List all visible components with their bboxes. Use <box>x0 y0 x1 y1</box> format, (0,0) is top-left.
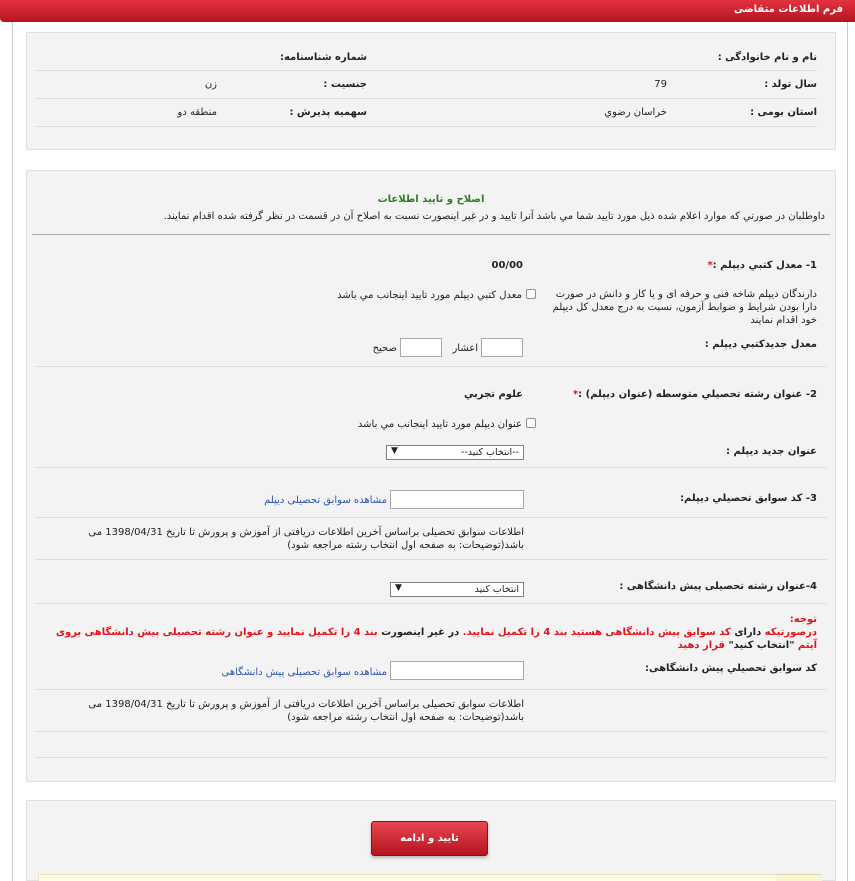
confirm-field-label[interactable]: عنوان ديپلم مورد تاييد اينجانب مي باشد <box>357 419 522 430</box>
province-value: خراسان رضوي <box>604 107 667 118</box>
note-title: توجه: <box>789 614 817 625</box>
actions-panel <box>26 800 836 881</box>
diploma-field-value: علوم تجربي <box>463 389 523 400</box>
preuniversity-field-label: 4-عنوان رشته تحصیلی پیش دانشگاهی : <box>619 581 817 592</box>
confirm-gpa-checkbox[interactable] <box>526 289 536 299</box>
preuniversity-note <box>35 626 817 652</box>
decimal-label: اعشار <box>452 343 478 354</box>
diploma-gpa-note: دارندگان دیپلم شاخه فنی و حرفه ای و یا کار و دانش در صورت دارا بودن شرایط و ضوابط آزمون، نسبت به درج معدل کل دیپلم خود اقدام نمایند <box>552 289 817 326</box>
form-title: اصلاح و تاييد اطلاعات <box>377 194 485 205</box>
info-row-name <box>35 43 817 71</box>
note-part-2: دارای <box>734 627 765 638</box>
diploma-gpa-label-text: 1- معدل كتبي ديپلم : <box>712 260 817 271</box>
divider <box>35 757 827 758</box>
diploma-field-label-text: 2- عنوان رشته تحصيلي متوسطه (عنوان ديپلم) : <box>578 389 817 400</box>
divider <box>35 731 827 732</box>
integer-label: صحيح <box>372 343 397 354</box>
gpa-decimal-input[interactable] <box>481 338 523 357</box>
preuniversity-code-label: كد سوابق تحصيلي پیش دانشگاهی: <box>645 663 817 674</box>
new-diploma-title-select-value: --انتخاب كنيد-- <box>460 447 519 458</box>
bottom-notice-strip-edge <box>776 874 822 881</box>
gpa-integer-input[interactable] <box>400 338 442 357</box>
divider <box>35 517 827 518</box>
new-diploma-title-label: عنوان جديد ديپلم : <box>726 446 817 457</box>
divider <box>35 559 827 560</box>
diploma-gpa-label <box>707 260 817 271</box>
form-description: داوطلبان در صورتي كه موارد اعلام شده ذیل مورد تاييد شما مي باشد آنرا تاييد و در غير اينصورت نسبت به اصلاح آن در قسمت در نظر گرفته شده اقدام نمايند. <box>163 211 825 222</box>
divider <box>35 467 827 468</box>
preuniversity-field-select-value: انتخاب كنيد <box>474 584 519 595</box>
diploma-gpa-value: 00/00 <box>491 260 523 271</box>
divider <box>35 603 827 604</box>
dropdown-arrow-icon: ▼ <box>395 583 402 593</box>
diploma-record-code-label: 3- كد سوابق تحصيلي ديپلم: <box>680 493 817 504</box>
view-diploma-records-link[interactable]: مشاهده سوابق تحصیلی دیپلم <box>264 495 387 506</box>
form-header-title: فرم اطلاعات متقاضی <box>733 4 843 15</box>
note-part-1: درصورتیکه <box>764 627 817 638</box>
quota-value: منطقه دو <box>177 107 217 118</box>
info-row-province <box>35 99 817 127</box>
preuniversity-code-input[interactable] <box>390 661 524 680</box>
id-number-label: شماره شناسنامه: <box>279 52 367 63</box>
divider <box>32 234 830 235</box>
confirm-gpa-label[interactable]: معدل كتبي ديپلم مورد تاييد اينجانب مي باشد <box>337 290 522 301</box>
bottom-notice-strip <box>38 874 778 881</box>
view-preuniversity-records-link[interactable]: مشاهده سوابق تحصیلی پیش دانشگاهی <box>221 667 387 678</box>
note-part-7: قرار دهید <box>677 640 729 651</box>
confirm-continue-button[interactable]: تاييد و ادامه <box>371 821 488 856</box>
preuniversity-field-select[interactable] <box>390 582 524 597</box>
confirm-field-checkbox[interactable] <box>526 418 536 428</box>
dropdown-arrow-icon: ▼ <box>391 446 398 456</box>
note-part-3: کد سوابق پیش دانشگاهی هستید بند 4 را تکمیل نمایید. <box>459 627 735 638</box>
note-part-4: در غیر اینصورت <box>381 627 460 638</box>
diploma-record-code-input[interactable] <box>390 490 524 509</box>
required-star: * <box>707 260 713 271</box>
gender-value: زن <box>204 79 217 90</box>
correction-form-panel <box>26 170 836 782</box>
divider <box>35 366 827 367</box>
form-header <box>0 0 855 22</box>
province-label: استان بومی : <box>750 107 817 118</box>
diploma-records-info: اطلاعات سوابق تحصیلی براساس آخرین اطلاعات دریافتی از آموزش و پرورش تا تاریخ 1398/04/31 می باشد(توضیحات: به صفحه اول انتخاب رشته مراجعه شود) <box>88 527 524 551</box>
quota-label: سهمیه پذیرش : <box>289 107 367 118</box>
birth-year-label: سال تولد : <box>764 79 817 90</box>
gender-label: جنسیت : <box>323 79 367 90</box>
personal-info-panel <box>26 32 836 150</box>
name-label: نام و نام خانوادگی : <box>717 52 817 63</box>
note-part-5: بند 4 را تکمیل نمایید و عنوان رشته تحصیلی پیش دانشگاهی بروی آیتم <box>55 627 817 651</box>
divider <box>35 689 827 690</box>
required-star: * <box>572 389 579 400</box>
preuniversity-records-info: اطلاعات سوابق تحصیلی براساس آخرین اطلاعات دریافتی از آموزش و پرورش تا تاریخ 1398/04/31 می باشد(توضیحات: به صفحه اول انتخاب رشته مراجعه شود) <box>88 699 524 723</box>
info-row-birth <box>35 71 817 99</box>
birth-year-value: 79 <box>654 79 667 90</box>
diploma-field-label <box>573 389 817 400</box>
new-gpa-label: معدل جديدكتبي ديپلم : <box>704 339 817 350</box>
new-diploma-title-select[interactable] <box>386 445 524 460</box>
note-part-6: "انتخاب کنید" <box>728 640 795 651</box>
